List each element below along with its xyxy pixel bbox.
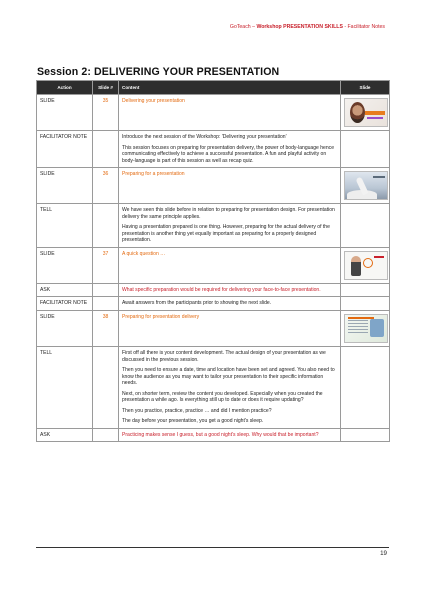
table-row bbox=[37, 95, 390, 131]
table-row bbox=[37, 283, 390, 297]
table-header-row bbox=[37, 81, 390, 95]
row-slide-number bbox=[93, 297, 119, 311]
slide-thumbnail-cell bbox=[341, 297, 390, 311]
row-slide-number: 36 bbox=[93, 168, 119, 204]
column-header-action: Action bbox=[37, 81, 93, 95]
slide-thumbnail-cell bbox=[341, 168, 390, 204]
page-header bbox=[230, 24, 385, 30]
row-content bbox=[119, 311, 341, 347]
column-header-slide: Slide bbox=[341, 81, 390, 95]
row-content bbox=[119, 283, 341, 297]
row-slide-number bbox=[93, 204, 119, 248]
row-content bbox=[119, 347, 341, 429]
content-line: First off all there is your content development. The actual design of your presentation as we discussed in the previous session. bbox=[122, 350, 326, 363]
table-row bbox=[37, 347, 390, 429]
row-slide-number: 35 bbox=[93, 95, 119, 131]
row-action: TELL bbox=[37, 204, 93, 248]
table-row bbox=[37, 131, 390, 168]
slide-thumbnail-cell bbox=[341, 311, 390, 347]
row-action: SLIDE bbox=[37, 95, 93, 131]
row-action: SLIDE bbox=[37, 168, 93, 204]
content-line: Preparing for a presentation bbox=[122, 171, 185, 178]
table-row bbox=[37, 428, 390, 442]
row-action: ASK bbox=[37, 428, 93, 442]
table-row bbox=[37, 297, 390, 311]
content-line: Having a presentation prepared is one thing. However, preparing for the actual delivery of the presentation is another thing yet equally important as preparing for a properly designed presentation. bbox=[122, 224, 330, 244]
slide-thumbnail-image bbox=[344, 171, 388, 200]
row-action: FACILITATOR NOTE bbox=[37, 131, 93, 168]
slide-thumbnail-cell bbox=[341, 428, 390, 442]
content-line: A quick question … bbox=[122, 250, 166, 257]
session-title: Session 2: DELIVERING YOUR PRESENTATION bbox=[37, 66, 280, 78]
row-content bbox=[119, 131, 341, 168]
facilitator-notes-table bbox=[36, 80, 390, 442]
row-content bbox=[119, 297, 341, 311]
row-slide-number bbox=[93, 428, 119, 442]
row-content bbox=[119, 247, 341, 283]
content-line: Then you need to ensure a date, time and location have been set and agreed. You also need to know the audience as you may want to tailor your presentation to their specific information needs. bbox=[122, 367, 335, 387]
content-line: This session focuses on preparing for presentation delivery, the power of body-language hence communicating effectively to achieve a successful presentation. A fun and playful activity on body-language is part of this session as well as recap quiz. bbox=[122, 144, 335, 164]
row-action: SLIDE bbox=[37, 311, 93, 347]
slide-thumbnail-image bbox=[344, 314, 388, 343]
row-action: SLIDE bbox=[37, 247, 93, 283]
header-prefix: GoTeach – bbox=[229, 24, 257, 30]
slide-thumbnail-image bbox=[344, 98, 388, 127]
content-line: Practicing makes sense I guess, but a good night's sleep. Why would that be important? bbox=[122, 431, 319, 438]
header-suffix: - Facilitator Notes bbox=[342, 24, 385, 30]
content-line: Delivering your presentation bbox=[122, 98, 185, 104]
row-slide-number: 37 bbox=[93, 247, 119, 283]
table-row bbox=[37, 247, 390, 283]
content-line: The day before your presentation, you get a good night's sleep. bbox=[122, 418, 264, 425]
slide-thumbnail-cell bbox=[341, 131, 390, 168]
slide-thumbnail-cell bbox=[341, 95, 390, 131]
table-row bbox=[37, 168, 390, 204]
row-slide-number bbox=[93, 347, 119, 429]
column-header-slide-number: Slide # bbox=[93, 81, 119, 95]
content-line: Next, on shorter term, review the content you developed. Especially when you created the presentation a while ago. Is everything still up to date or does it require updating? bbox=[122, 390, 323, 404]
row-content bbox=[119, 95, 341, 131]
row-content bbox=[119, 168, 341, 204]
content-line: What specific preparation would be required for delivering your face-to-face presentation. bbox=[122, 286, 321, 293]
content-line: We have seen this slide before in relation to preparing for presentation design. For presentation delivery the same principle applies. bbox=[122, 207, 335, 220]
row-action: TELL bbox=[37, 347, 93, 429]
row-content bbox=[119, 204, 341, 248]
footer-divider bbox=[36, 547, 389, 548]
table-row bbox=[37, 204, 390, 248]
content-line: Preparing for presentation delivery bbox=[122, 314, 200, 321]
content-line: Introduce the next session of the Workshop: 'Delivering your presentation' bbox=[122, 134, 287, 140]
row-slide-number bbox=[93, 131, 119, 168]
slide-thumbnail-cell bbox=[341, 247, 390, 283]
row-action: FACILITATOR NOTE bbox=[37, 297, 93, 311]
row-content bbox=[119, 428, 341, 442]
row-slide-number: 38 bbox=[93, 311, 119, 347]
content-line: Then you practice, practice, practice … and did I mention practice? bbox=[122, 407, 272, 414]
column-header-content: Content bbox=[119, 81, 341, 95]
row-slide-number bbox=[93, 283, 119, 297]
slide-thumbnail-cell bbox=[341, 347, 390, 429]
page-number: 19 bbox=[380, 550, 387, 557]
content-line: Await answers from the participants prior to showing the next slide. bbox=[122, 300, 272, 307]
slide-thumbnail-cell bbox=[341, 204, 390, 248]
table-row bbox=[37, 311, 390, 347]
header-workshop-title: Workshop PRESENTATION SKILLS bbox=[256, 24, 343, 30]
slide-thumbnail-cell bbox=[341, 283, 390, 297]
slide-thumbnail-image bbox=[344, 251, 388, 280]
row-action: ASK bbox=[37, 283, 93, 297]
